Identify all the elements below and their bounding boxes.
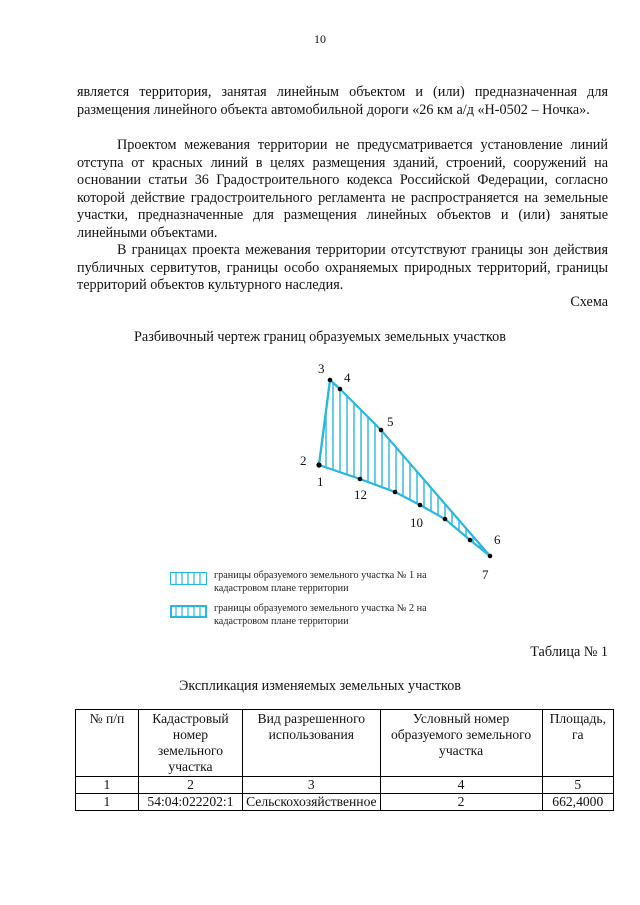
point-label: 10 bbox=[410, 515, 423, 530]
point-label: 3 bbox=[318, 361, 325, 376]
cell-cadastral-number: 54:04:022202:1 bbox=[138, 794, 242, 811]
drawing-title: Разбивочный чертеж границ образуемых земельных участков bbox=[134, 329, 506, 345]
legend-text: границы образуемого земельного участка № 2 на кадастровом плане территории bbox=[214, 603, 427, 627]
header-permitted-use: Вид разрешенного использования bbox=[243, 710, 381, 777]
cell-number: 1 bbox=[76, 794, 139, 811]
point-label: 1 bbox=[317, 474, 324, 489]
point-7 bbox=[488, 554, 493, 559]
cell-area: 662,4000 bbox=[542, 794, 613, 811]
point-6 bbox=[468, 538, 473, 543]
point-3 bbox=[328, 378, 333, 383]
point-1 bbox=[316, 462, 321, 467]
point-label: 7 bbox=[482, 567, 489, 582]
hatch-plot-2 bbox=[326, 355, 487, 585]
point-label: 12 bbox=[354, 487, 367, 502]
legend-swatch-plot-1 bbox=[170, 572, 207, 585]
cadastral-drawing bbox=[0, 355, 640, 585]
paragraph-setback-lines: Проектом межевания территории не предусматривается установление линий отступа от красных линий в целях размещения зданий, строений, сооружений на основании статьи 36 Градостроительного кодекса Российской Федерации, согласно которой действие градостроительного регламента не распространяется на земельные участки, предназначенные для размещения линейных объектов и (или) занятые линейными объектами. bbox=[77, 137, 608, 241]
point-12 bbox=[358, 477, 363, 482]
boundary-plot-2 bbox=[319, 380, 490, 556]
point-10 bbox=[418, 503, 423, 508]
point-label: 6 bbox=[494, 532, 501, 547]
table-column-numbers-row bbox=[76, 777, 614, 794]
page-number: 10 bbox=[314, 32, 326, 46]
paragraph-intro: является территория, занятая линейным объектом и (или) предназначенная для размещения линейного объекта автомобильной дороги «26 км а/д «Н-0502 – Ночка». bbox=[77, 84, 608, 118]
column-number: 2 bbox=[138, 777, 242, 794]
explication-table bbox=[75, 709, 614, 811]
header-area: Площадь, га bbox=[542, 710, 613, 777]
point-11 bbox=[393, 490, 398, 495]
point-label: 2 bbox=[300, 453, 307, 468]
table-label: Таблица № 1 bbox=[530, 644, 608, 660]
cell-permitted-use: Сельскохозяйственное bbox=[243, 794, 381, 811]
table-row bbox=[76, 794, 614, 811]
scheme-label: Схема bbox=[570, 294, 608, 310]
column-number: 4 bbox=[380, 777, 542, 794]
paragraph-zones: В границах проекта межевания территории отсутствуют границы зон действия публичных сервитутов, границы особо охраняемых природных территорий, границы территорий объектов культурного наследия. bbox=[77, 242, 608, 294]
point-5 bbox=[379, 428, 384, 433]
point-label: 5 bbox=[387, 414, 394, 429]
table-header-row bbox=[76, 710, 614, 777]
column-number: 5 bbox=[542, 777, 613, 794]
point-label: 4 bbox=[344, 370, 351, 385]
legend-swatch-plot-2 bbox=[170, 605, 207, 618]
point-9 bbox=[443, 517, 448, 522]
boundary-plot-1 bbox=[319, 380, 340, 465]
column-number: 1 bbox=[76, 777, 139, 794]
point-4 bbox=[338, 387, 343, 392]
header-cadastral-number: Кадастровый номер земельного участка bbox=[138, 710, 242, 777]
cell-conditional-number: 2 bbox=[380, 794, 542, 811]
table-title: Экспликация изменяемых земельных участков bbox=[178, 678, 462, 694]
legend-text: границы образуемого земельного участка № 1 на кадастровом плане территории bbox=[214, 570, 427, 594]
header-number: № п/п bbox=[76, 710, 139, 777]
header-conditional-number: Условный номер образуемого земельного участка bbox=[380, 710, 542, 777]
column-number: 3 bbox=[243, 777, 381, 794]
